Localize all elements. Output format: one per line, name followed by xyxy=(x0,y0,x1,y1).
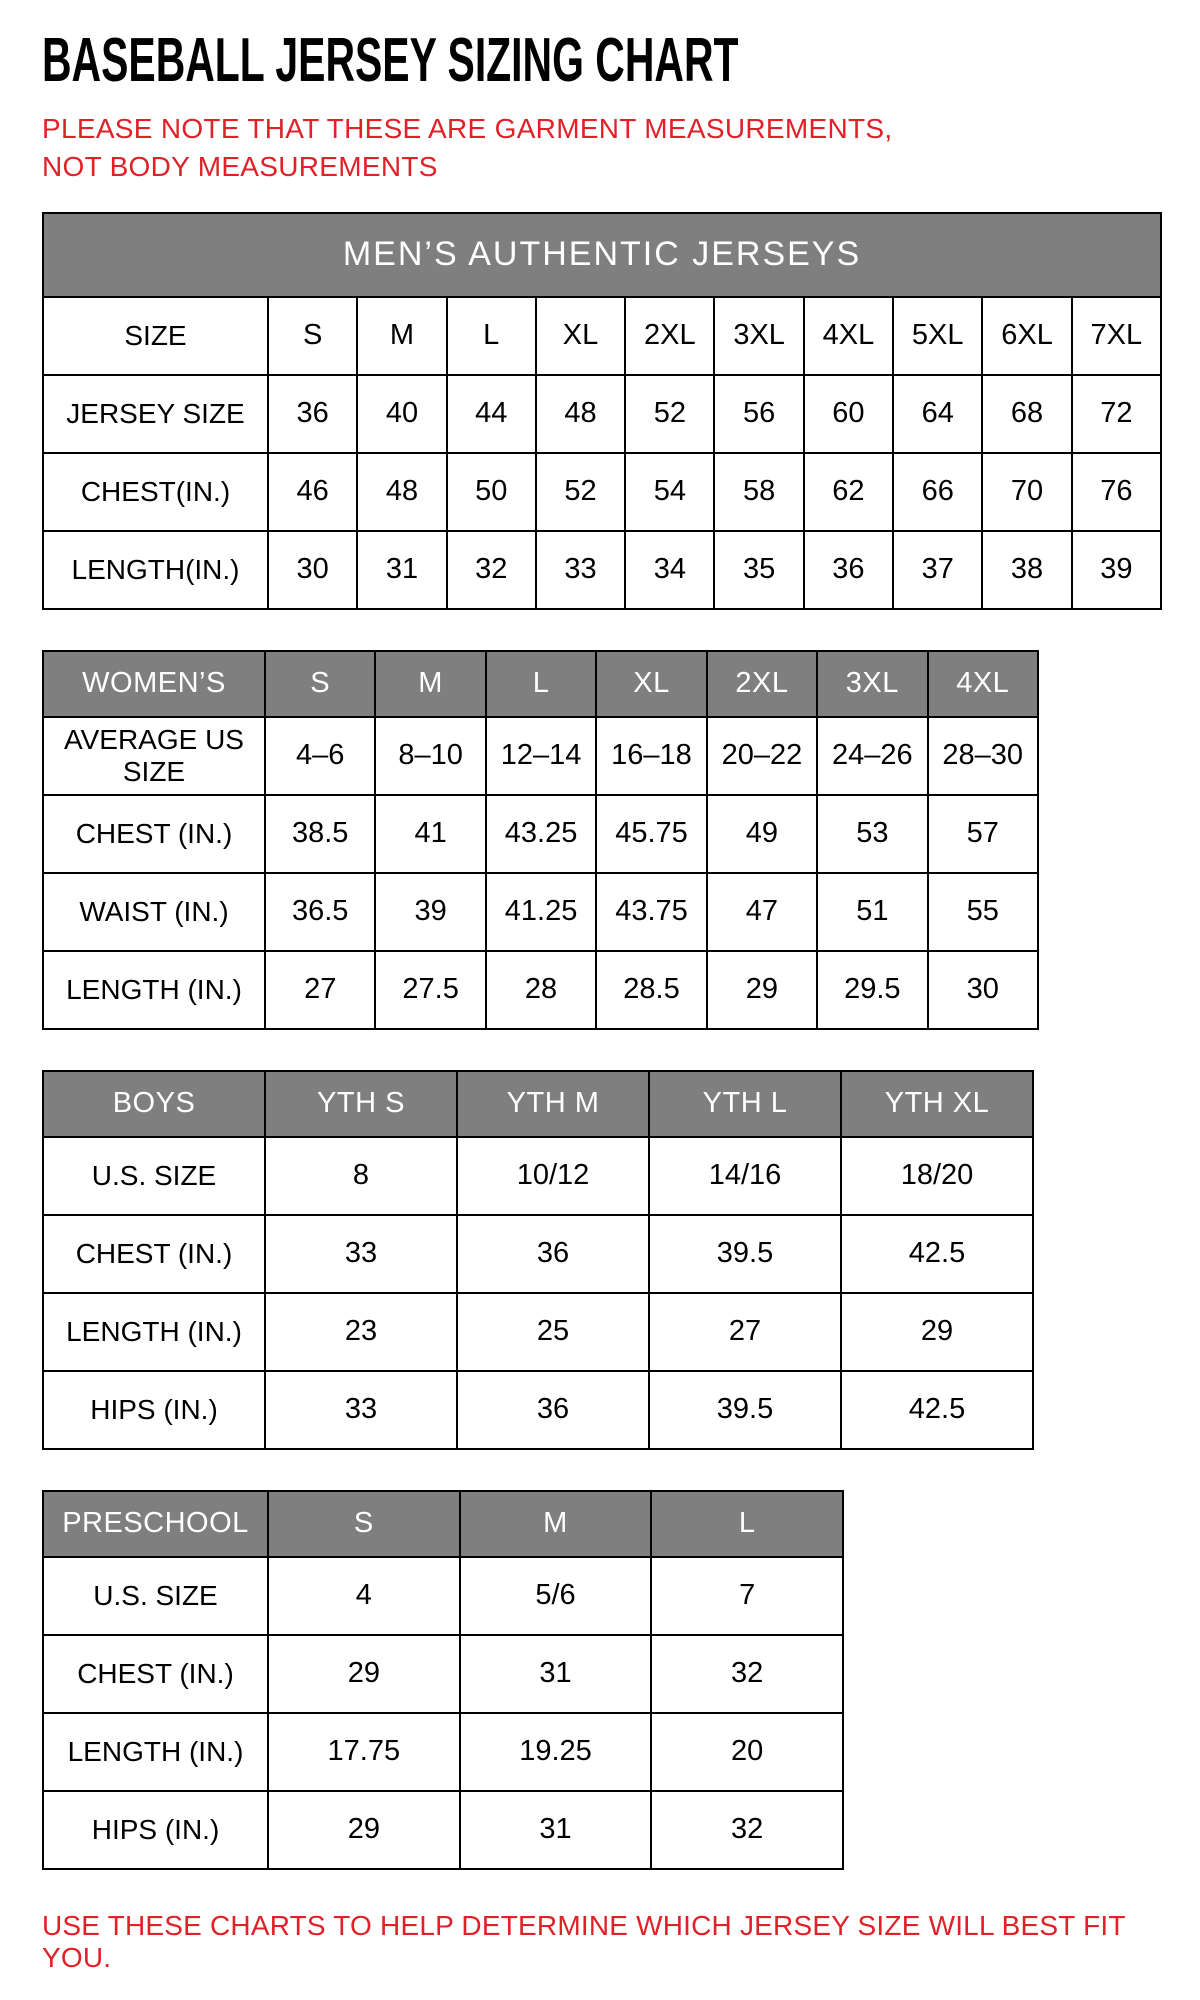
value-cell: 34 xyxy=(625,531,714,609)
mens-authentic-jerseys-row xyxy=(43,453,1161,531)
value-cell: 66 xyxy=(893,453,982,531)
value-cell: 35 xyxy=(714,531,803,609)
boys-row-label: CHEST (IN.) xyxy=(43,1215,265,1293)
value-cell: 24–26 xyxy=(817,717,927,795)
preschool-row-label: CHEST (IN.) xyxy=(43,1635,268,1713)
value-cell: 3XL xyxy=(714,297,803,375)
boys-row xyxy=(43,1371,1033,1449)
mens-authentic-jerseys-row-label: LENGTH(IN.) xyxy=(43,531,268,609)
size-col-header: YTH M xyxy=(457,1071,649,1137)
size-col-header: M xyxy=(460,1491,652,1557)
value-cell: 33 xyxy=(265,1215,457,1293)
value-cell: 30 xyxy=(928,951,1038,1029)
preschool-table xyxy=(42,1490,844,1870)
size-col-header: L xyxy=(651,1491,843,1557)
value-cell: 53 xyxy=(817,795,927,873)
value-cell: 36 xyxy=(457,1371,649,1449)
value-cell: 36 xyxy=(804,531,893,609)
value-cell: 33 xyxy=(265,1371,457,1449)
mens-authentic-jerseys-row-label: CHEST(IN.) xyxy=(43,453,268,531)
value-cell: 17.75 xyxy=(268,1713,460,1791)
womens-row xyxy=(43,873,1038,951)
value-cell: 39 xyxy=(375,873,485,951)
boys-row-label: HIPS (IN.) xyxy=(43,1371,265,1449)
mens-authentic-jerseys-row-label: JERSEY SIZE xyxy=(43,375,268,453)
value-cell: 31 xyxy=(460,1635,652,1713)
value-cell: 8–10 xyxy=(375,717,485,795)
value-cell: 28–30 xyxy=(928,717,1038,795)
value-cell: 36 xyxy=(268,375,357,453)
preschool-row-label: PRESCHOOL xyxy=(43,1491,268,1557)
womens-row-label: CHEST (IN.) xyxy=(43,795,265,873)
value-cell: 29.5 xyxy=(817,951,927,1029)
value-cell: 46 xyxy=(268,453,357,531)
value-cell: 45.75 xyxy=(596,795,706,873)
value-cell: 14/16 xyxy=(649,1137,841,1215)
preschool-row-label: LENGTH (IN.) xyxy=(43,1713,268,1791)
value-cell: 20 xyxy=(651,1713,843,1791)
value-cell: 52 xyxy=(536,453,625,531)
value-cell: 29 xyxy=(268,1791,460,1869)
value-cell: 32 xyxy=(651,1635,843,1713)
size-col-header: S xyxy=(268,1491,460,1557)
value-cell: 8 xyxy=(265,1137,457,1215)
value-cell: 29 xyxy=(707,951,817,1029)
womens-row-label: AVERAGE US SIZE xyxy=(43,717,265,795)
size-col-header: 2XL xyxy=(707,651,817,717)
value-cell: 2XL xyxy=(625,297,714,375)
value-cell: 32 xyxy=(447,531,536,609)
value-cell: 4–6 xyxy=(265,717,375,795)
preschool-row xyxy=(43,1791,843,1869)
preschool-row-label: U.S. SIZE xyxy=(43,1557,268,1635)
mens-authentic-jerseys-table xyxy=(42,212,1162,610)
value-cell: 31 xyxy=(357,531,446,609)
value-cell: 72 xyxy=(1072,375,1161,453)
value-cell: 43.75 xyxy=(596,873,706,951)
value-cell: 28 xyxy=(486,951,596,1029)
mens-authentic-jerseys-row xyxy=(43,375,1161,453)
value-cell: 37 xyxy=(893,531,982,609)
value-cell: 30 xyxy=(268,531,357,609)
boys-row xyxy=(43,1137,1033,1215)
garment-measurements-note: PLEASE NOTE THAT THESE ARE GARMENT MEASUREMENTS, NOT BODY MEASUREMENTS xyxy=(42,113,893,182)
value-cell: 60 xyxy=(804,375,893,453)
value-cell: 57 xyxy=(928,795,1038,873)
mens-authentic-jerseys-row-label: SIZE xyxy=(43,297,268,375)
mens-authentic-jerseys-row xyxy=(43,297,1161,375)
value-cell: 25 xyxy=(457,1293,649,1371)
value-cell: 38 xyxy=(982,531,1071,609)
value-cell: 68 xyxy=(982,375,1071,453)
value-cell: 51 xyxy=(817,873,927,951)
value-cell: 41 xyxy=(375,795,485,873)
size-col-header: XL xyxy=(596,651,706,717)
size-col-header: YTH L xyxy=(649,1071,841,1137)
value-cell: 40 xyxy=(357,375,446,453)
size-col-header: YTH S xyxy=(265,1071,457,1137)
value-cell: 41.25 xyxy=(486,873,596,951)
value-cell: 39 xyxy=(1072,531,1161,609)
value-cell: 56 xyxy=(714,375,803,453)
womens-row xyxy=(43,651,1038,717)
value-cell: M xyxy=(357,297,446,375)
preschool-row xyxy=(43,1713,843,1791)
page-title xyxy=(42,26,1160,95)
boys-row-label: LENGTH (IN.) xyxy=(43,1293,265,1371)
value-cell: 42.5 xyxy=(841,1215,1033,1293)
value-cell: 18/20 xyxy=(841,1137,1033,1215)
size-col-header: YTH XL xyxy=(841,1071,1033,1137)
boys-row-label: U.S. SIZE xyxy=(43,1137,265,1215)
value-cell: 31 xyxy=(460,1791,652,1869)
value-cell: 38.5 xyxy=(265,795,375,873)
womens-row-label: WOMEN’S xyxy=(43,651,265,717)
womens-row xyxy=(43,795,1038,873)
value-cell: 64 xyxy=(893,375,982,453)
value-cell: 42.5 xyxy=(841,1371,1033,1449)
size-col-header: 3XL xyxy=(817,651,927,717)
value-cell: 62 xyxy=(804,453,893,531)
size-tables-container xyxy=(42,212,1160,1910)
value-cell: XL xyxy=(536,297,625,375)
value-cell: 5/6 xyxy=(460,1557,652,1635)
size-col-header: M xyxy=(375,651,485,717)
value-cell: 28.5 xyxy=(596,951,706,1029)
boys-row xyxy=(43,1293,1033,1371)
value-cell: L xyxy=(447,297,536,375)
value-cell: 36.5 xyxy=(265,873,375,951)
value-cell: 6XL xyxy=(982,297,1071,375)
preschool-row xyxy=(43,1635,843,1713)
value-cell: 27.5 xyxy=(375,951,485,1029)
value-cell: 20–22 xyxy=(707,717,817,795)
value-cell: 19.25 xyxy=(460,1713,652,1791)
value-cell: 76 xyxy=(1072,453,1161,531)
size-col-header: L xyxy=(486,651,596,717)
mens-authentic-jerseys-banner: MEN’S AUTHENTIC JERSEYS xyxy=(43,213,1161,297)
value-cell: 47 xyxy=(707,873,817,951)
mens-authentic-jerseys-row xyxy=(43,531,1161,609)
value-cell: 50 xyxy=(447,453,536,531)
value-cell: 4 xyxy=(268,1557,460,1635)
value-cell: 54 xyxy=(625,453,714,531)
value-cell: 16–18 xyxy=(596,717,706,795)
womens-row xyxy=(43,951,1038,1029)
preschool-row xyxy=(43,1557,843,1635)
value-cell: 39.5 xyxy=(649,1371,841,1449)
value-cell: 58 xyxy=(714,453,803,531)
size-col-header: S xyxy=(265,651,375,717)
boys-row xyxy=(43,1215,1033,1293)
boys-table xyxy=(42,1070,1034,1450)
value-cell: 4XL xyxy=(804,297,893,375)
value-cell: 55 xyxy=(928,873,1038,951)
value-cell: 27 xyxy=(649,1293,841,1371)
value-cell: 48 xyxy=(357,453,446,531)
preschool-row xyxy=(43,1491,843,1557)
value-cell: 29 xyxy=(841,1293,1033,1371)
value-cell: 27 xyxy=(265,951,375,1029)
value-cell: 5XL xyxy=(893,297,982,375)
value-cell: 43.25 xyxy=(486,795,596,873)
value-cell: 7 xyxy=(651,1557,843,1635)
value-cell: 32 xyxy=(651,1791,843,1869)
value-cell: 70 xyxy=(982,453,1071,531)
value-cell: 39.5 xyxy=(649,1215,841,1293)
womens-table xyxy=(42,650,1039,1030)
value-cell: 29 xyxy=(268,1635,460,1713)
boys-row-label: BOYS xyxy=(43,1071,265,1137)
womens-row xyxy=(43,717,1038,795)
value-cell: 10/12 xyxy=(457,1137,649,1215)
boys-row xyxy=(43,1071,1033,1137)
value-cell: 52 xyxy=(625,375,714,453)
value-cell: 12–14 xyxy=(486,717,596,795)
footer-text: USE THESE CHARTS TO HELP DETERMINE WHICH JERSEY SIZE WILL BEST FIT YOU. xyxy=(42,1909,1126,1973)
value-cell: 44 xyxy=(447,375,536,453)
value-cell: 33 xyxy=(536,531,625,609)
value-cell: 7XL xyxy=(1072,297,1161,375)
page-title-text: BASEBALL JERSEY SIZING CHART xyxy=(42,26,739,95)
size-col-header: 4XL xyxy=(928,651,1038,717)
womens-row-label: LENGTH (IN.) xyxy=(43,951,265,1029)
value-cell: 36 xyxy=(457,1215,649,1293)
value-cell: 49 xyxy=(707,795,817,873)
womens-row-label: WAIST (IN.) xyxy=(43,873,265,951)
value-cell: 23 xyxy=(265,1293,457,1371)
value-cell: S xyxy=(268,297,357,375)
preschool-row-label: HIPS (IN.) xyxy=(43,1791,268,1869)
value-cell: 48 xyxy=(536,375,625,453)
